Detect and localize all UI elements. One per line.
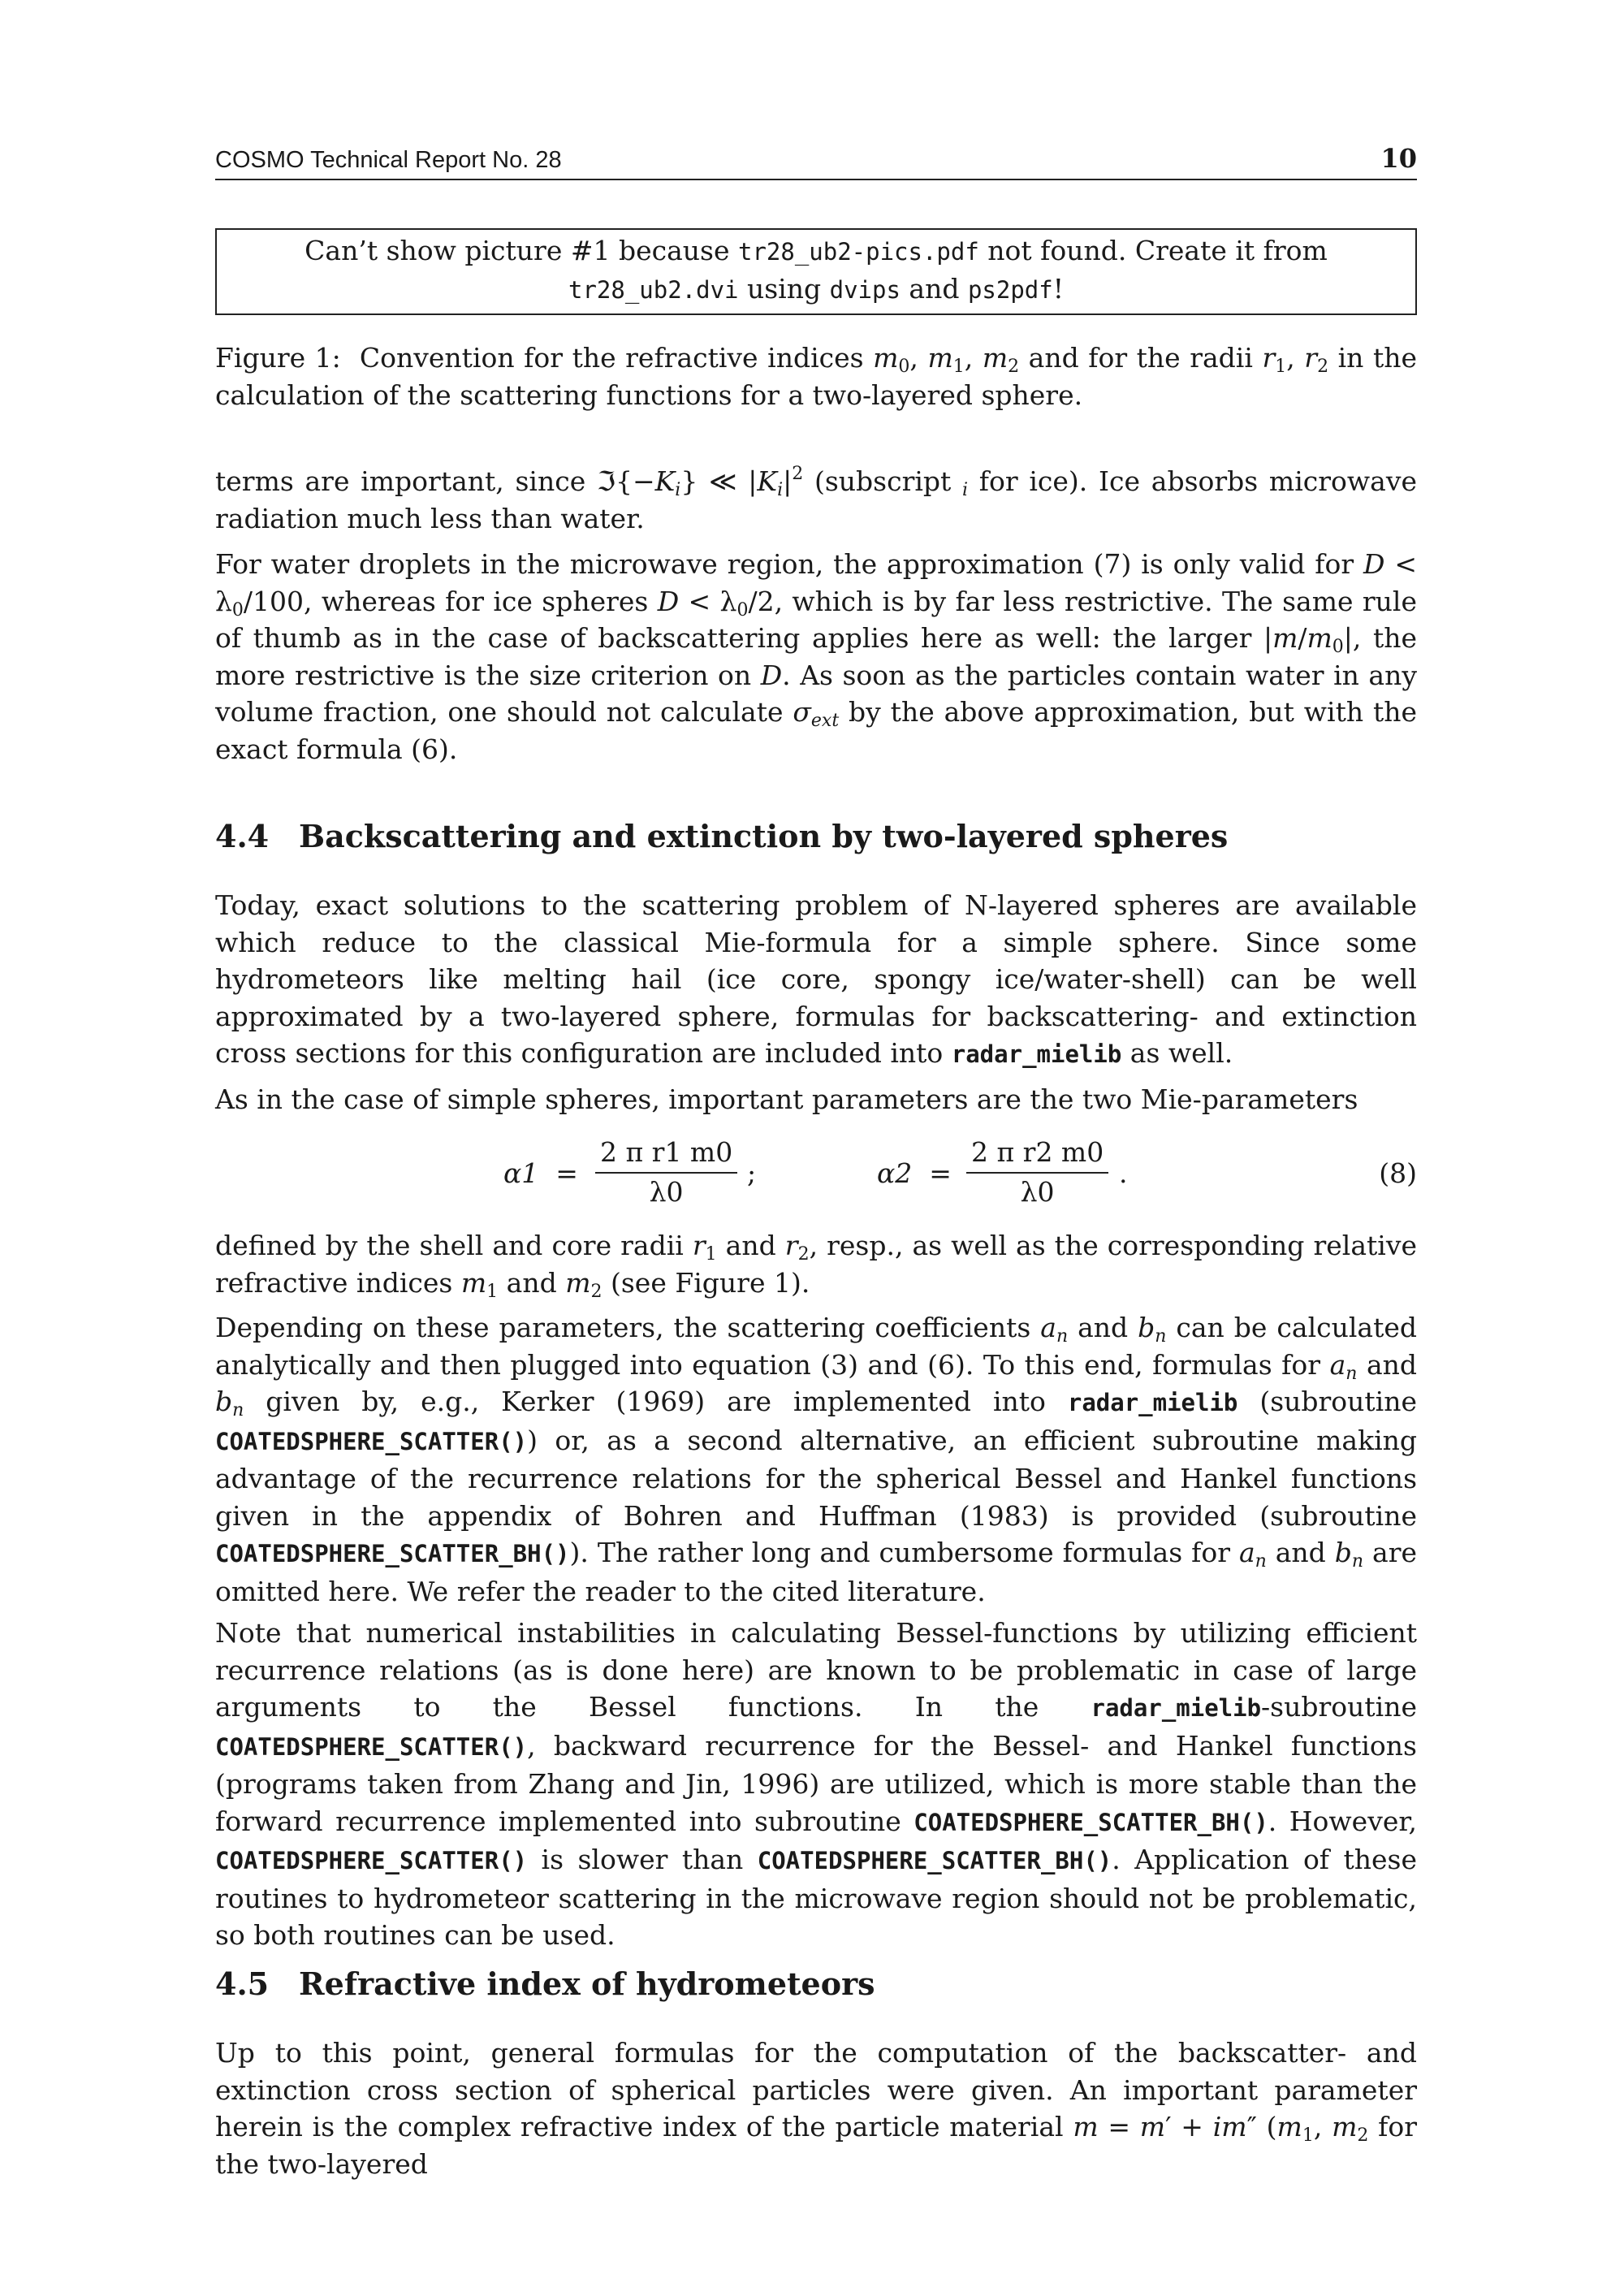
paragraph: Depending on these parameters, the scattering coefficients $a_n$ and $b_n$ can be calculated analytically and then plugged into equation (3) and (6). To this end, formulas for $a_n$ and $b_n$ given by, e.g., Kerker (1969) are implemented into radar_mielib (subroutine COATEDSPHERE_SCATTER()) or, as a second alternative, an efficient subroutine making advantage of the recurrence relations for the spherical Bessel and Hankel functions given in the appendix of Bohren and Huffman (1983) is provided (subroutine COATEDSPHERE_SCATTER_BH()). The rather long and cumbersome formulas for $a_n$ and $b_n$ are omitted here. We refer the reader to the cited literature. xyxy=(215,1312,1418,1607)
figure-caption: Figure 1: Convention for the refractive indices $m_0$, $m_1$, $m_2$ and for the radii $r_1$, $r_2$ in the calculation of the scattering functions for a two-layered sphere. xyxy=(215,342,1418,411)
code-identifier: COATEDSPHERE_SCATTER() xyxy=(215,1427,528,1455)
paragraph: Today, exact solutions to the scattering problem of N-layered spheres are available which reduce to the classical Mie-formula for a simple sphere. Since some hydrometeors like melting hail (ice core, spongy ice/water-shell) can be well approximated by a two-layered sphere, formulas for backscattering- and extinction cross sections for this configuration are included into radar_mielib as well. xyxy=(215,889,1417,1069)
code-identifier: radar_mielib xyxy=(1091,1694,1262,1722)
section-title: Backscattering and extinction by two-layered spheres xyxy=(299,818,1229,854)
missing-figure-box: Can’t show picture #1 because tr28_ub2-pics.pdf not found. Create it from tr28_ub2.dvi using dvips and ps2pdf! xyxy=(215,228,1417,315)
eq-fraction: $\frac{\text{2 π r2 m0}}{\lambda 0}$ xyxy=(966,1136,1108,1211)
eq-lhs: α2 = xyxy=(877,1157,952,1189)
paragraph: terms are important, since $ℑ\{-K_i\}$ ≪ $|K_i|^2$ (subscript $_i$ for ice). Ice absorbs microwave radiation much less than water. xyxy=(215,464,1417,534)
page-number: 10 xyxy=(1380,143,1417,174)
source-file-name: tr28_ub2.dvi xyxy=(568,276,739,304)
equation-label: (8) xyxy=(1379,1157,1417,1189)
report-title: COSMO Technical Report No. 28 xyxy=(215,147,562,173)
paragraph: For water droplets in the microwave region, the approximation (7) is only valid for $D < \lambda_0/100$, whereas for ice spheres $D < \lambda_0/2$, which is by far less restrictive. The same rule of thumb as in the case of backscattering applies here as well: the larger $|m/m_0|$, the more restrictive is the size criterion on D. As soon as the particles contain water in any volume fraction, one should not calculate $\sigma_{ext}$ by the above approximation, but with the exact formula (6). xyxy=(215,548,1417,765)
missing-file-name: tr28_ub2-pics.pdf xyxy=(738,238,979,266)
code-identifier: radar_mielib xyxy=(1067,1389,1238,1416)
tool-name: ps2pdf xyxy=(967,276,1053,304)
section-number: 4.4 xyxy=(215,818,270,854)
code-identifier: COATEDSPHERE_SCATTER() xyxy=(215,1847,528,1874)
section-number: 4.5 xyxy=(215,1965,270,2002)
code-identifier: radar_mielib xyxy=(951,1040,1122,1068)
code-identifier: COATEDSPHERE_SCATTER_BH() xyxy=(914,1808,1268,1836)
code-identifier: COATEDSPHERE_SCATTER_BH() xyxy=(215,1540,570,1567)
running-header xyxy=(215,143,1417,180)
equation-8: α1 = $\frac{\text{2 π r1 m0}}{\lambda 0}$ ; α2 = $\frac{\text{2 π r2 m0}}{\lambda 0}$ . (8) xyxy=(215,1131,1417,1221)
section-heading xyxy=(215,818,1228,854)
paragraph: As in the case of simple spheres, important parameters are the two Mie-parameters xyxy=(215,1083,1358,1115)
tool-name: dvips xyxy=(829,276,901,304)
code-identifier: COATEDSPHERE_SCATTER_BH() xyxy=(757,1847,1112,1874)
eq-lhs: α1 = xyxy=(503,1157,578,1189)
caption-label: Figure 1: xyxy=(215,342,341,374)
eq-fraction: $\frac{\text{2 π r1 m0}}{\lambda 0}$ xyxy=(595,1136,737,1211)
code-identifier: COATEDSPHERE_SCATTER() xyxy=(215,1732,528,1761)
paragraph: defined by the shell and core radii $r_1$ and $r_2$, resp., as well as the corresponding relative refractive indices $m_1$ and $m_2$ (see Figure 1). xyxy=(215,1230,1417,1302)
paragraph: Up to this point, general formulas for the computation of the backscatter- and extinction cross section of spherical particles were given. An important parameter herein is the complex refractive index of the particle material m = m′ + im″ ($m_1$, $m_2$ for the two-layered xyxy=(215,2037,1417,2180)
section-heading xyxy=(215,1965,875,2002)
section-title: Refractive index of hydrometeors xyxy=(299,1965,875,2002)
paragraph: Note that numerical instabilities in calculating Bessel-functions by utilizing efficient recurrence relations (as is done here) are known to be problematic in case of large arguments to the Bessel functions. In the radar_mielib-subroutine COATEDSPHERE_SCATTER(), backward recurrence for the Bessel- and Hankel functions (programs taken from Zhang and Jin, 1996) are utilized, which is more stable than the forward recurrence implemented into subroutine COATEDSPHERE_SCATTER_BH(). However, COATEDSPHERE_SCATTER() is slower than COATEDSPHERE_SCATTER_BH(). Application of these routines to hydrometeor scattering in the microwave region should not be problematic, so both routines can be used. xyxy=(215,1617,1418,1951)
